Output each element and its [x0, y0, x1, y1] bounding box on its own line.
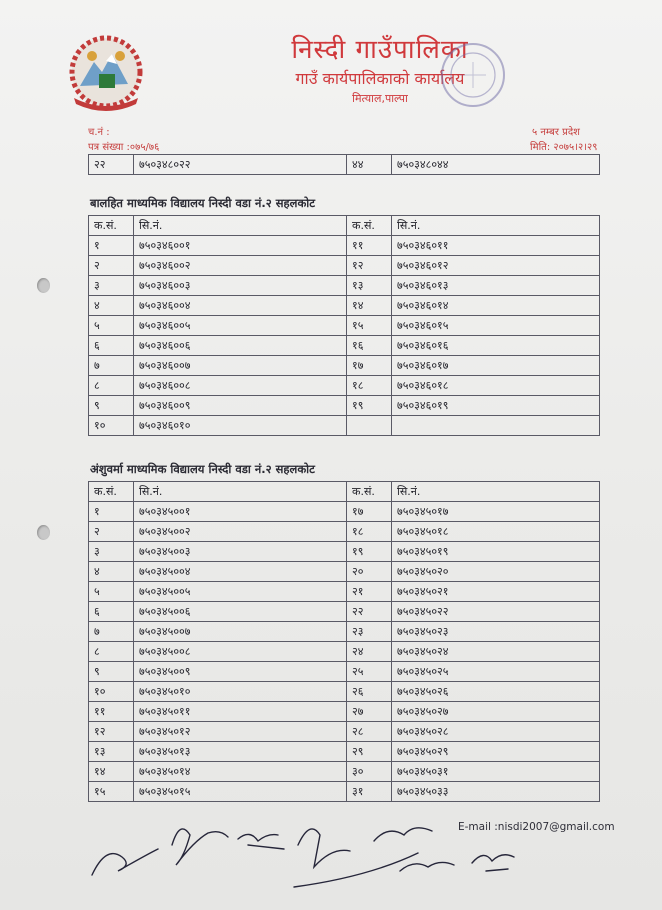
- registration-cell: ७५०३४६०१२: [392, 256, 600, 276]
- registration-cell: ७५०३४५०२५: [392, 662, 600, 682]
- table-header-row: [89, 482, 600, 502]
- column-header: सि.नं.: [134, 482, 347, 502]
- registration-cell: ७५०३४८०४४: [392, 155, 600, 175]
- section-b-title: अंशुवर्मा माध्यमिक विद्यालय निस्दी वडा नं.२ सहलकोट: [90, 462, 315, 476]
- serial-cell: २४: [347, 642, 392, 662]
- column-header: क.सं.: [89, 216, 134, 236]
- punch-hole-top: [37, 278, 50, 293]
- serial-cell: २५: [347, 662, 392, 682]
- serial-cell: ३: [89, 542, 134, 562]
- serial-cell: १८: [347, 376, 392, 396]
- office-title: निस्दी गाउँपालिका: [291, 35, 469, 65]
- registration-cell: ७५०३४५०१३: [134, 742, 347, 762]
- serial-cell: २२: [347, 602, 392, 622]
- column-header: क.सं.: [347, 482, 392, 502]
- serial-cell: ११: [347, 236, 392, 256]
- serial-cell: ९: [89, 662, 134, 682]
- registration-cell: ७५०३४५०१५: [134, 782, 347, 802]
- serial-cell: ८: [89, 642, 134, 662]
- serial-cell: १३: [89, 742, 134, 762]
- contact-email: E-mail :nisdi2007@gmail.com: [458, 821, 615, 833]
- table-row: [89, 662, 600, 682]
- serial-cell: ३०: [347, 762, 392, 782]
- serial-cell: २२: [89, 155, 134, 175]
- serial-cell: ९: [89, 396, 134, 416]
- table-row: [89, 562, 600, 582]
- registration-cell: ७५०३४६००५: [134, 316, 347, 336]
- registration-cell: ७५०३४६०११: [392, 236, 600, 256]
- serial-cell: ७: [89, 356, 134, 376]
- serial-cell: १५: [89, 782, 134, 802]
- serial-cell: १२: [89, 722, 134, 742]
- registration-cell: ७५०३४५०२७: [392, 702, 600, 722]
- registration-cell: ७५०३४५००८: [134, 642, 347, 662]
- registration-cell: ७५०३४५०२८: [392, 722, 600, 742]
- section-a-title: बालहित माध्यमिक विद्यालय निस्दी वडा नं.२ सहलकोट: [90, 196, 316, 210]
- serial-cell: २१: [347, 582, 392, 602]
- table-row: [89, 762, 600, 782]
- table-row: [89, 376, 600, 396]
- registration-cell: ७५०३४८०२२: [134, 155, 347, 175]
- registration-cell: ७५०३४५०१७: [392, 502, 600, 522]
- registration-cell: ७५०३४५०२६: [392, 682, 600, 702]
- registration-cell: ७५०३४५०२३: [392, 622, 600, 642]
- serial-cell: [347, 416, 392, 436]
- serial-cell: ४: [89, 296, 134, 316]
- table-row: [89, 742, 600, 762]
- serial-cell: १७: [347, 356, 392, 376]
- table-row: [89, 682, 600, 702]
- registration-cell: ७५०३४५०१४: [134, 762, 347, 782]
- table-row: [89, 276, 600, 296]
- letter-number: पत्र संख्या :०७५/७६: [88, 142, 160, 153]
- registration-cell: ७५०३४५०२१: [392, 582, 600, 602]
- registration-cell: ७५०३४६००७: [134, 356, 347, 376]
- serial-cell: ३: [89, 276, 134, 296]
- serial-cell: ६: [89, 336, 134, 356]
- nepal-emblem-icon: [66, 34, 146, 112]
- table-row: [89, 782, 600, 802]
- registration-cell: ७५०३४६००३: [134, 276, 347, 296]
- serial-cell: १: [89, 236, 134, 256]
- registration-cell: ७५०३४५०२०: [392, 562, 600, 582]
- serial-cell: १०: [89, 416, 134, 436]
- continued-table: [88, 154, 600, 175]
- registration-cell: ७५०३४६००६: [134, 336, 347, 356]
- serial-cell: १९: [347, 542, 392, 562]
- serial-cell: १४: [89, 762, 134, 782]
- punch-hole-bottom: [37, 525, 50, 540]
- registration-cell: ७५०३४५०१९: [392, 542, 600, 562]
- province-label: ५ नम्बर प्रदेश: [532, 127, 580, 138]
- table-row: [89, 522, 600, 542]
- section-b-table: [88, 481, 600, 802]
- registration-cell: ७५०३४५००६: [134, 602, 347, 622]
- table-header-row: [89, 216, 600, 236]
- registration-cell: ७५०३४६००२: [134, 256, 347, 276]
- registration-cell: ७५०३४५०११: [134, 702, 347, 722]
- table-row: [89, 396, 600, 416]
- table-row: [89, 702, 600, 722]
- signatures-icon: [88, 805, 558, 910]
- registration-cell: ७५०३४५०३१: [392, 762, 600, 782]
- serial-cell: ७: [89, 622, 134, 642]
- serial-cell: ५: [89, 582, 134, 602]
- office-subtitle: गाउँ कार्यपालिकाको कार्यालय: [295, 69, 465, 88]
- office-location: मित्याल,पाल्पा: [352, 92, 408, 105]
- registration-cell: ७५०३४६००१: [134, 236, 347, 256]
- serial-cell: १: [89, 502, 134, 522]
- table-row: [89, 155, 600, 175]
- registration-cell: ७५०३४५००१: [134, 502, 347, 522]
- registration-cell: ७५०३४६०१६: [392, 336, 600, 356]
- registration-cell: ७५०३४६००४: [134, 296, 347, 316]
- registration-cell: [392, 416, 600, 436]
- registration-cell: ७५०३४६०१०: [134, 416, 347, 436]
- table-row: [89, 542, 600, 562]
- table-row: [89, 602, 600, 622]
- registration-cell: ७५०३४६०१७: [392, 356, 600, 376]
- table-row: [89, 236, 600, 256]
- serial-cell: १४: [347, 296, 392, 316]
- table-row: [89, 582, 600, 602]
- serial-cell: २०: [347, 562, 392, 582]
- registration-cell: ७५०३४६००९: [134, 396, 347, 416]
- section-a-table: [88, 215, 600, 436]
- column-header: क.सं.: [89, 482, 134, 502]
- registration-cell: ७५०३४५०१८: [392, 522, 600, 542]
- serial-cell: १६: [347, 336, 392, 356]
- registration-cell: ७५०३४६००८: [134, 376, 347, 396]
- serial-cell: २९: [347, 742, 392, 762]
- serial-cell: ५: [89, 316, 134, 336]
- serial-cell: ४४: [347, 155, 392, 175]
- table-row: [89, 256, 600, 276]
- registration-cell: ७५०३४५००४: [134, 562, 347, 582]
- table-row: [89, 296, 600, 316]
- serial-cell: १८: [347, 522, 392, 542]
- table-row: [89, 336, 600, 356]
- table-row: [89, 722, 600, 742]
- serial-cell: १२: [347, 256, 392, 276]
- registration-cell: ७५०३४५००२: [134, 522, 347, 542]
- column-header: सि.नं.: [134, 216, 347, 236]
- serial-cell: २७: [347, 702, 392, 722]
- registration-cell: ७५०३४५००३: [134, 542, 347, 562]
- table-row: [89, 356, 600, 376]
- registration-cell: ७५०३४५०१०: [134, 682, 347, 702]
- serial-cell: १५: [347, 316, 392, 336]
- table-row: [89, 502, 600, 522]
- serial-cell: ८: [89, 376, 134, 396]
- serial-cell: ३१: [347, 782, 392, 802]
- serial-cell: ११: [89, 702, 134, 722]
- serial-cell: १०: [89, 682, 134, 702]
- registration-cell: ७५०३४५०२९: [392, 742, 600, 762]
- registration-cell: ७५०३४५००५: [134, 582, 347, 602]
- registration-cell: ७५०३४६०१९: [392, 396, 600, 416]
- serial-cell: २३: [347, 622, 392, 642]
- table-row: [89, 642, 600, 662]
- registration-cell: ७५०३४५००७: [134, 622, 347, 642]
- column-header: क.सं.: [347, 216, 392, 236]
- registration-cell: ७५०३४५०२२: [392, 602, 600, 622]
- registration-cell: ७५०३४६०१३: [392, 276, 600, 296]
- table-row: [89, 416, 600, 436]
- serial-cell: १७: [347, 502, 392, 522]
- table-row: [89, 622, 600, 642]
- serial-cell: १३: [347, 276, 392, 296]
- registration-cell: ७५०३४६०१८: [392, 376, 600, 396]
- serial-cell: २६: [347, 682, 392, 702]
- column-header: सि.नं.: [392, 482, 600, 502]
- registration-cell: ७५०३४५०१२: [134, 722, 347, 742]
- table-row: [89, 316, 600, 336]
- registration-cell: ७५०३४५०३३: [392, 782, 600, 802]
- serial-cell: ४: [89, 562, 134, 582]
- document-date: मिति: २०७५।२।२९: [530, 142, 598, 153]
- serial-cell: ६: [89, 602, 134, 622]
- registration-cell: ७५०३४५०२४: [392, 642, 600, 662]
- column-header: सि.नं.: [392, 216, 600, 236]
- registration-cell: ७५०३४६०१५: [392, 316, 600, 336]
- ref-number-label: च.नं :: [88, 127, 110, 138]
- serial-cell: १९: [347, 396, 392, 416]
- serial-cell: २८: [347, 722, 392, 742]
- registration-cell: ७५०३४६०१४: [392, 296, 600, 316]
- serial-cell: २: [89, 256, 134, 276]
- office-seal-icon: [438, 40, 508, 110]
- registration-cell: ७५०३४५००९: [134, 662, 347, 682]
- serial-cell: २: [89, 522, 134, 542]
